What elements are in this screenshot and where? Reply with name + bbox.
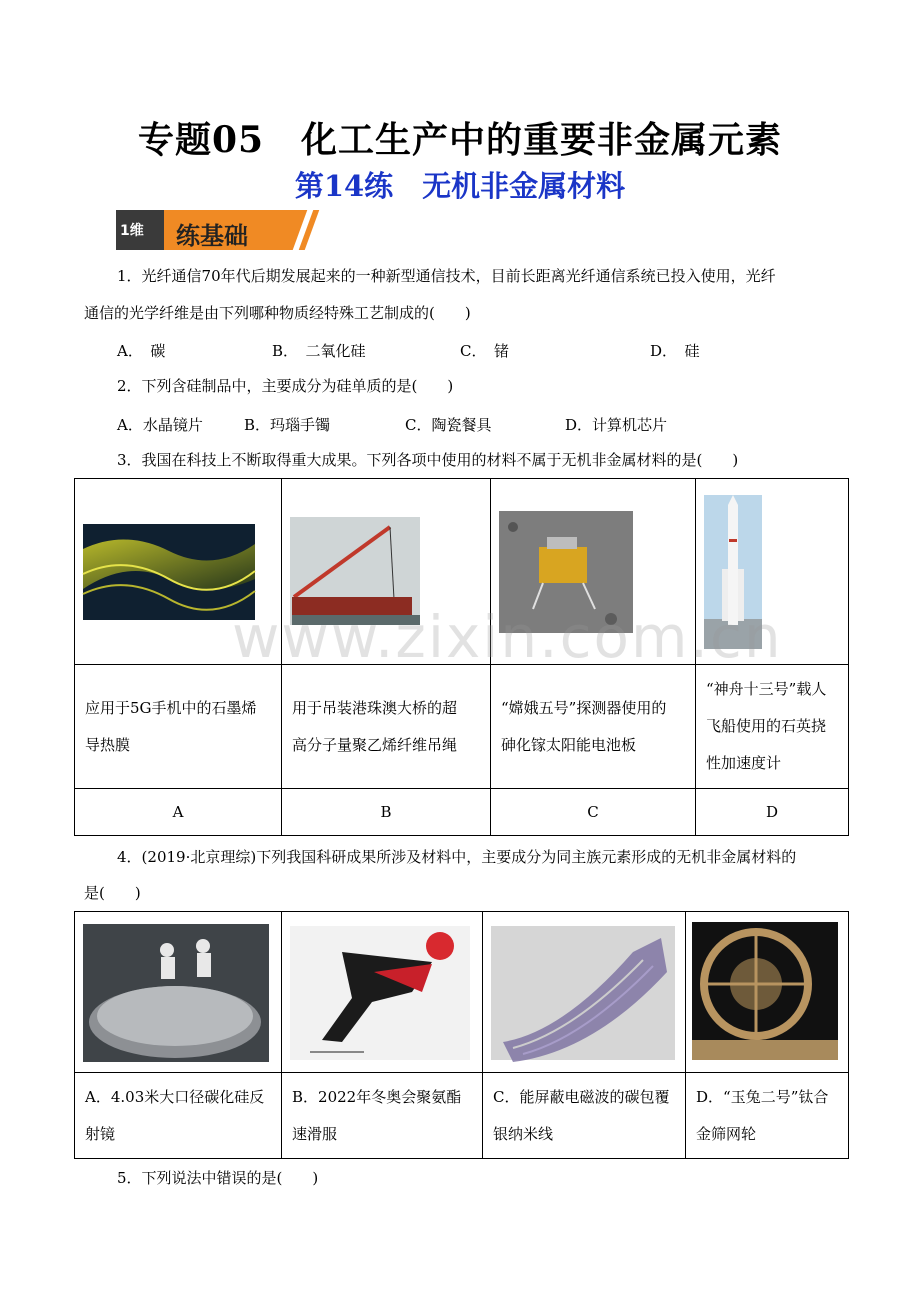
page-subtitle: 第14练 无机非金属材料 [294, 169, 626, 203]
q3-description-a [75, 665, 282, 789]
banner-level: 1维 [120, 223, 144, 239]
q4-description-c-line2: 银纳米线 [493, 1124, 554, 1143]
q1-stem-line2: 通信的光学纤维是由下列哪种物质经特殊工艺制成的( ) [84, 304, 471, 322]
q3-description-c [491, 665, 696, 789]
q3-description-d-line3: 性加速度计 [706, 754, 782, 772]
q4-image-cell-c [483, 912, 686, 1073]
q3-image-cell-a [75, 479, 282, 665]
q3-letter-a: A [75, 789, 282, 836]
q3-description-d [696, 665, 849, 789]
q1-stem-line1: 1．光纤通信70年代后期发展起来的一种新型通信技术，目前长距离光纤通信系统已投入使用，光纤 [117, 267, 776, 285]
q3-description-b [282, 665, 491, 789]
q2-stem: 2．下列含硅制品中，主要成分为硅单质的是( ) [117, 377, 454, 395]
q3-description-b-line2: 高分子量聚乙烯纤维吊绳 [292, 735, 458, 754]
q3-description-a-line2: 导热膜 [85, 735, 131, 754]
q4-table [74, 911, 849, 1159]
yutu-2-wheel-image [686, 912, 848, 1072]
banner-level-box [116, 210, 164, 250]
q3-image-cell-b [282, 479, 491, 665]
q3-image-cell-d [696, 479, 849, 665]
q3-description-a-line1: 应用于5G手机中的石墨烯 [85, 698, 257, 717]
section-banner [116, 210, 326, 252]
q3-letter-c: C [491, 789, 696, 836]
q5-stem: 5．下列说法中错误的是( ) [117, 1169, 319, 1187]
q3-description-d-line2: 飞船使用的石英挠 [706, 717, 827, 735]
speed-skater-image [282, 912, 482, 1072]
silicon-carbide-mirror-image [75, 912, 281, 1072]
q2-option-c: C．陶瓷餐具 [405, 416, 492, 434]
chang-e-5-probe-image [491, 479, 695, 664]
q4-description-a-line2: 射镜 [85, 1124, 116, 1143]
q4-image-cell-b [282, 912, 483, 1073]
q3-letter-d: D [696, 789, 849, 836]
q3-letter-b: B [282, 789, 491, 836]
shenzhou-13-rocket-image [696, 479, 848, 664]
q3-description-d-line1: “神舟十三号”载人 [706, 680, 827, 698]
q4-description-b [282, 1073, 483, 1159]
q4-description-b-line1: B．2022年冬奥会聚氨酯 [292, 1087, 462, 1106]
q3-description-c-line1: “嫦娥五号”探测器使用的 [501, 698, 667, 717]
q4-description-c-line1: C．能屏蔽电磁波的碳包覆 [493, 1087, 670, 1106]
page-title: 专题05 化工生产中的重要非金属元素 [137, 119, 783, 161]
q4-description-d-line1: D．“玉兔二号”钛合 [696, 1087, 829, 1106]
q3-table [74, 478, 849, 836]
q2-option-d: D．计算机芯片 [565, 416, 668, 434]
q3-description-c-line2: 砷化镓太阳能电池板 [501, 735, 637, 754]
q1-option-c: C． 锗 [460, 342, 509, 360]
q2-option-a: A．水晶镜片 [117, 416, 203, 434]
crane-ship-image [282, 479, 490, 664]
q1-option-a: A． 碳 [117, 342, 166, 360]
q4-stem-line1: 4．(2019·北京理综)下列我国科研成果所涉及材料中，主要成分为同主族元素形成的无机非金属材料的 [117, 848, 797, 866]
q4-description-d [686, 1073, 849, 1159]
q4-image-cell-d [686, 912, 849, 1073]
q1-option-b: B． 二氧化硅 [272, 342, 366, 360]
q4-description-a [75, 1073, 282, 1159]
watermark: www.zixin.com.cn [232, 603, 783, 671]
silver-nanowire-image [483, 912, 685, 1072]
q2-option-b: B．玛瑙手镯 [244, 416, 331, 434]
q4-description-b-line2: 速滑服 [292, 1124, 338, 1143]
banner-label: 练基础 [176, 222, 248, 250]
q4-description-d-line2: 金筛网轮 [696, 1124, 757, 1143]
graphene-film-image [75, 479, 281, 664]
q4-stem-line2: 是( ) [84, 884, 141, 902]
q4-description-c [483, 1073, 686, 1159]
q4-description-a-line1: A．4.03米大口径碳化硅反 [85, 1087, 265, 1106]
q4-image-cell-a [75, 912, 282, 1073]
q3-stem: 3．我国在科技上不断取得重大成果。下列各项中使用的材料不属于无机非金属材料的是( ) [117, 451, 739, 469]
q1-option-d: D． 硅 [650, 342, 700, 360]
q3-description-b-line1: 用于吊装港珠澳大桥的超 [292, 698, 458, 717]
q3-image-cell-c [491, 479, 696, 665]
